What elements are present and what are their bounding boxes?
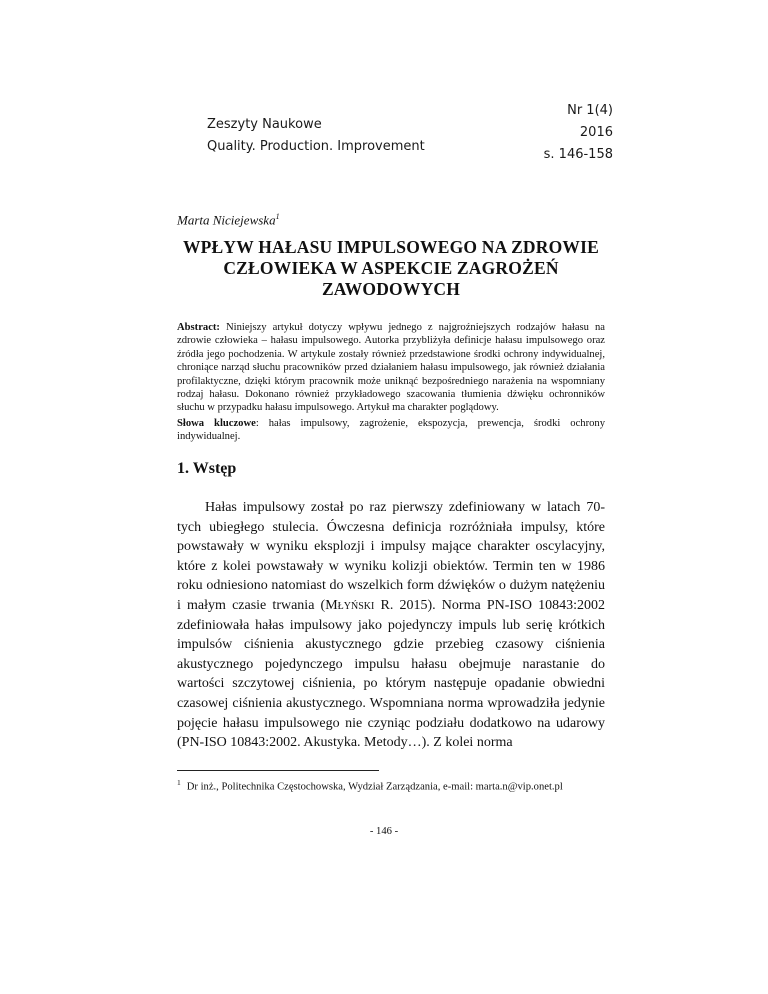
keywords-label: Słowa kluczowe [177, 418, 256, 429]
issue-year: 2016 [579, 125, 613, 140]
issue-number: Nr 1(4) [567, 103, 613, 118]
keywords [177, 417, 605, 444]
section-heading: 1. Wstęp [177, 460, 237, 477]
abstract [177, 321, 605, 415]
article-title-line1: WPŁYW HAŁASU IMPULSOWEGO NA ZDROWIE [182, 237, 600, 257]
journal-name-line1: Zeszyty Naukowe [207, 117, 322, 132]
article-title-line3: ZAWODOWYCH [321, 279, 461, 299]
footnote-text: Dr inż., Politechnika Częstochowska, Wydział Zarządzania, e-mail: marta.n@vip.onet.pl [186, 781, 563, 793]
author-name-text: Marta Niciejewska [177, 212, 276, 228]
footnote-divider [177, 770, 379, 771]
body-part2: R. 2015). Norma PN-ISO 10843:2002 zdefiniowała hałas impulsowy jako pojedynczy impuls lub serię krótkich impulsów ciśnienia akustycznego gdzie przebieg czasowy ciśnienia akustycznego pojedynczego impulsu hałasu obejmuje narastanie do wartości szczytowej ciśnienia, po którym następuje opadanie obwiedni czasowej ciśnienia akustycznego. Wspomniana norma wprowadziła jedynie pojęcie hałasu impulsowego nie czyniąc podziału dodatkowo na udarowy (PN-ISO 10843:2002. Akustyka. Metody…). Z kolei norma [177, 597, 605, 751]
article-title [177, 237, 605, 300]
page-number: - 146 - [369, 826, 399, 837]
keywords-text: : hałas impulsowy, zagrożenie, ekspozycja, prewencja, środki ochrony indywidualnej. [177, 418, 605, 443]
issue-info [544, 100, 613, 166]
body-paragraph [177, 498, 605, 753]
page-range: s. 146-158 [543, 147, 613, 162]
journal-name-line2: Quality. Production. Improvement [207, 139, 425, 154]
journal-name [207, 114, 425, 158]
footnote-mark: 1 [177, 778, 181, 787]
citation-author: Młyński [325, 597, 375, 613]
body-part1: Hałas impulsowy został po raz pierwszy zdefiniowany w latach 70-tych ubiegłego stulecia. Ówczesna definicja rozróżniała impulsy, które powstawały w wyniku eksplozji i impulsy mające charakter oscylacyjny, które z kolei powstawały w wyniku kolizji obiektów. Termin ten w 1986 roku odniesiono natomiast do wszelkich form dźwięków o dużym natężeniu i małym czasie trwania ( [177, 500, 605, 613]
article-title-line2: CZŁOWIEKA W ASPEKCIE ZAGROŻEŃ [223, 258, 559, 278]
abstract-text: Niniejszy artykuł dotyczy wpływu jednego z najgroźniejszych rodzajów hałasu na zdrowie człowieka – hałasu impulsowego. Autorka przybliżyła definicje hałasu impulsowego oraz źródła jego pochodzenia. W artykule zostały również przedstawione środki ochrony indywidualnej, chroniące narząd słuchu pracowników przed działaniem hałasu impulsowego, jak również działania profilaktyczne, dzięki którym pracownik może uniknąć bezpośredniego narażenia na wspomniany rodzaj hałasu. Dokonano również przykładowego szacowania tłumienia dźwięku ochronników słuchu w przypadku hałasu impulsowego. Artykuł ma charakter poglądowy. [177, 322, 605, 414]
body-text [177, 498, 605, 753]
author-name [177, 212, 280, 228]
author-footnote-mark: 1 [275, 212, 280, 221]
footnote [177, 776, 617, 794]
abstract-label: Abstract: [177, 322, 220, 333]
